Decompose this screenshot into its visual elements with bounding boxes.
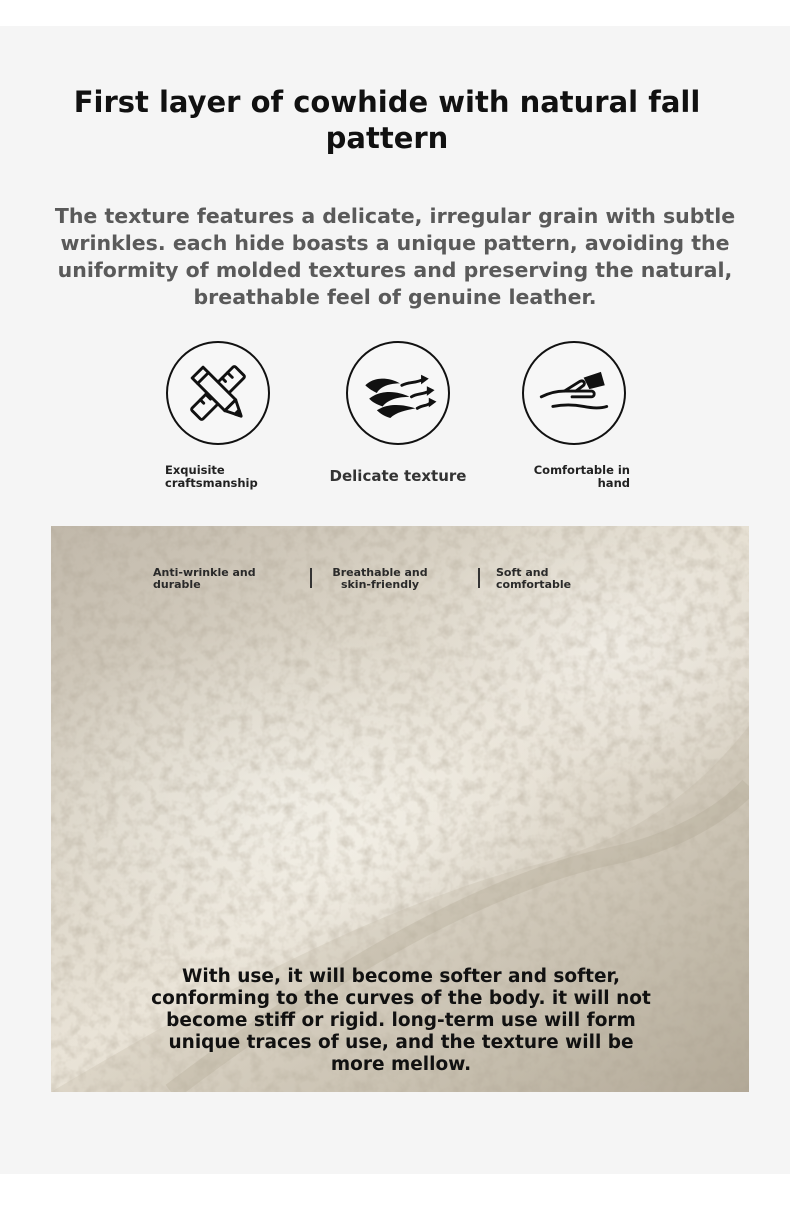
wave-texture-icon bbox=[346, 341, 450, 445]
attribute-breathable: Breathable and skin-friendly bbox=[332, 566, 428, 591]
feature-label-craftsmanship: Exquisite craftsmanship bbox=[165, 463, 258, 490]
attribute-anti-wrinkle: Anti-wrinkle and durable bbox=[153, 566, 256, 591]
pencil-ruler-icon bbox=[166, 341, 270, 445]
attribute-soft: Soft and comfortable bbox=[496, 566, 572, 591]
leather-photo bbox=[51, 526, 749, 1092]
description-text: The texture features a delicate, irregular grain with subtle wrinkles. each hide boasts a unique pattern, avoiding the uniformity of molded textures and preserving the natural, breathable feel of genuine leather. bbox=[54, 204, 736, 309]
usage-description: With use, it will become softer and softer, conforming to the curves of the body. it will not become stiff or rigid. long-term use will form unique traces of use, and the texture will be more mellow. bbox=[151, 966, 651, 1075]
attribute-divider bbox=[478, 568, 480, 588]
hand-icon bbox=[522, 341, 626, 445]
page-title: First layer of cowhide with natural fall pattern bbox=[73, 85, 701, 155]
attribute-divider bbox=[310, 568, 312, 588]
product-detail-page bbox=[0, 26, 790, 1174]
feature-label-texture: Delicate texture bbox=[329, 467, 467, 485]
feature-label-comfort: Comfortable in hand bbox=[533, 463, 630, 490]
